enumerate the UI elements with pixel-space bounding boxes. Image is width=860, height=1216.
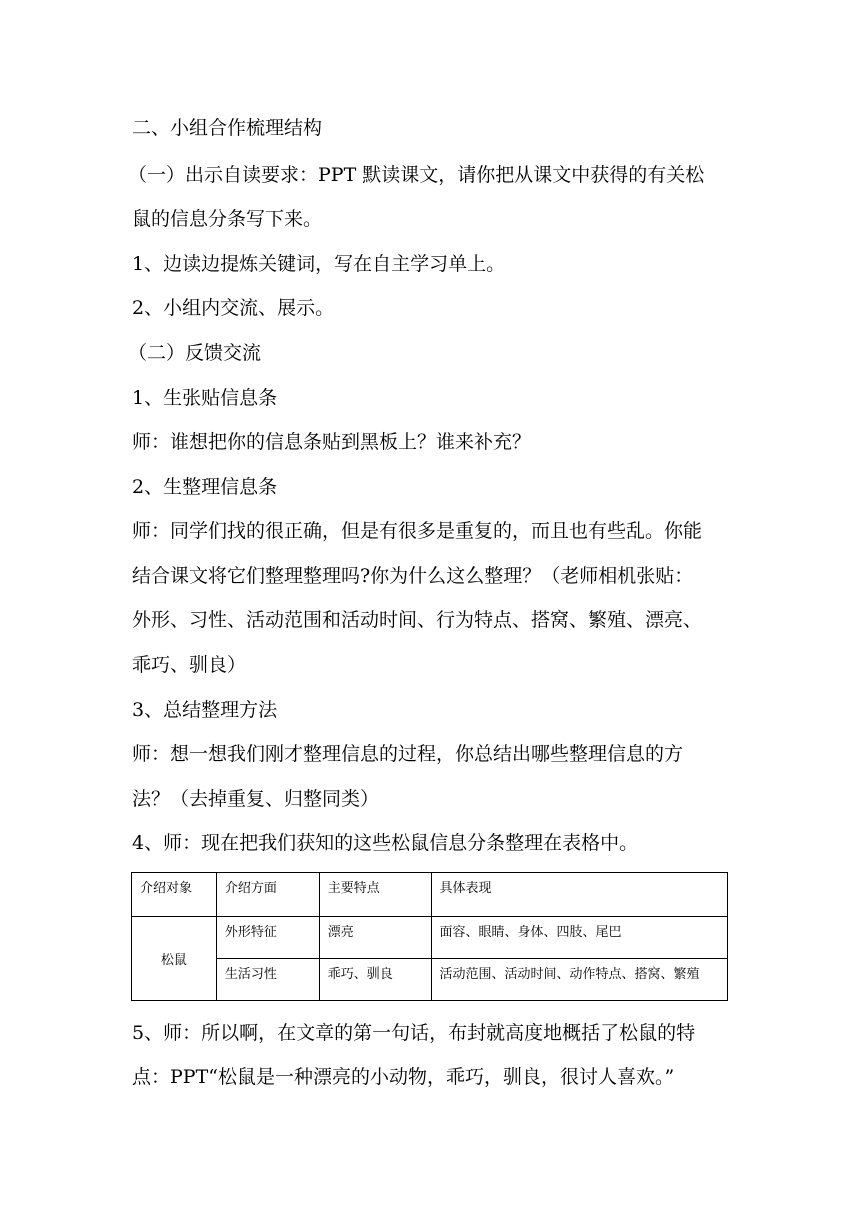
paragraph-line: 法？（去掉重复、归整同类） bbox=[132, 788, 380, 810]
list-item: 1、生张贴信息条 bbox=[132, 387, 278, 409]
paragraph-line: 乖巧、驯良） bbox=[132, 654, 247, 676]
list-item: 2、小组内交流、展示。 bbox=[132, 297, 335, 319]
list-item: 1、边读边提炼关键词，写在自主学习单上。 bbox=[132, 253, 506, 275]
paragraph-line: 外形、习性、活动范围和活动时间、行为特点、搭窝、繁殖、漂亮、 bbox=[132, 609, 703, 631]
table-header-cell: 具体表现 bbox=[431, 873, 727, 917]
table-cell: 乖巧、驯良 bbox=[319, 959, 431, 1001]
subsection-heading: （二）反馈交流 bbox=[128, 342, 262, 364]
section-heading: 二、小组合作梳理结构 bbox=[132, 117, 323, 139]
paragraph-line: 5、师：所以啊，在文章的第一句话，布封就高度地概括了松鼠的特 bbox=[132, 1022, 696, 1044]
table-row bbox=[132, 959, 728, 1001]
table-cell: 生活习性 bbox=[216, 959, 319, 1001]
paragraph-line: 师：想一想我们刚才整理信息的过程，你总结出哪些整理信息的方 bbox=[132, 743, 684, 765]
table-header-cell: 主要特点 bbox=[319, 873, 431, 917]
list-item: 4、师：现在把我们获知的这些松鼠信息分条整理在表格中。 bbox=[132, 832, 639, 854]
table-subject-cell: 松鼠 bbox=[132, 917, 217, 1001]
list-item: 3、总结整理方法 bbox=[132, 699, 278, 721]
paragraph-line: 鼠的信息分条写下来。 bbox=[132, 208, 323, 230]
table-header-cell: 介绍方面 bbox=[216, 873, 319, 917]
paragraph-line: 点：PPT“松鼠是一种漂亮的小动物，乖巧，驯良，很讨人喜欢。” bbox=[132, 1066, 675, 1088]
table-cell: 面容、眼睛、身体、四肢、尾巴 bbox=[431, 917, 727, 959]
squirrel-info-table bbox=[131, 872, 728, 1001]
table-cell: 外形特征 bbox=[216, 917, 319, 959]
table-header-row bbox=[132, 873, 728, 917]
table-cell: 活动范围、活动时间、动作特点、搭窝、繁殖 bbox=[431, 959, 727, 1001]
table-header-cell: 介绍对象 bbox=[132, 873, 217, 917]
paragraph-line: 结合课文将它们整理整理吗?你为什么这么整理？（老师相机张贴： bbox=[132, 565, 694, 587]
paragraph-line: 师：谁想把你的信息条贴到黑板上？谁来补充？ bbox=[132, 431, 532, 453]
list-item: 2、生整理信息条 bbox=[132, 476, 278, 498]
paragraph-line: 师：同学们找的很正确，但是有很多是重复的，而且也有些乱。你能 bbox=[132, 520, 703, 542]
table-cell: 漂亮 bbox=[319, 917, 431, 959]
paragraph-line: （一）出示自读要求：PPT 默读课文，请你把从课文中获得的有关松 bbox=[128, 164, 705, 186]
table-row bbox=[132, 917, 728, 959]
